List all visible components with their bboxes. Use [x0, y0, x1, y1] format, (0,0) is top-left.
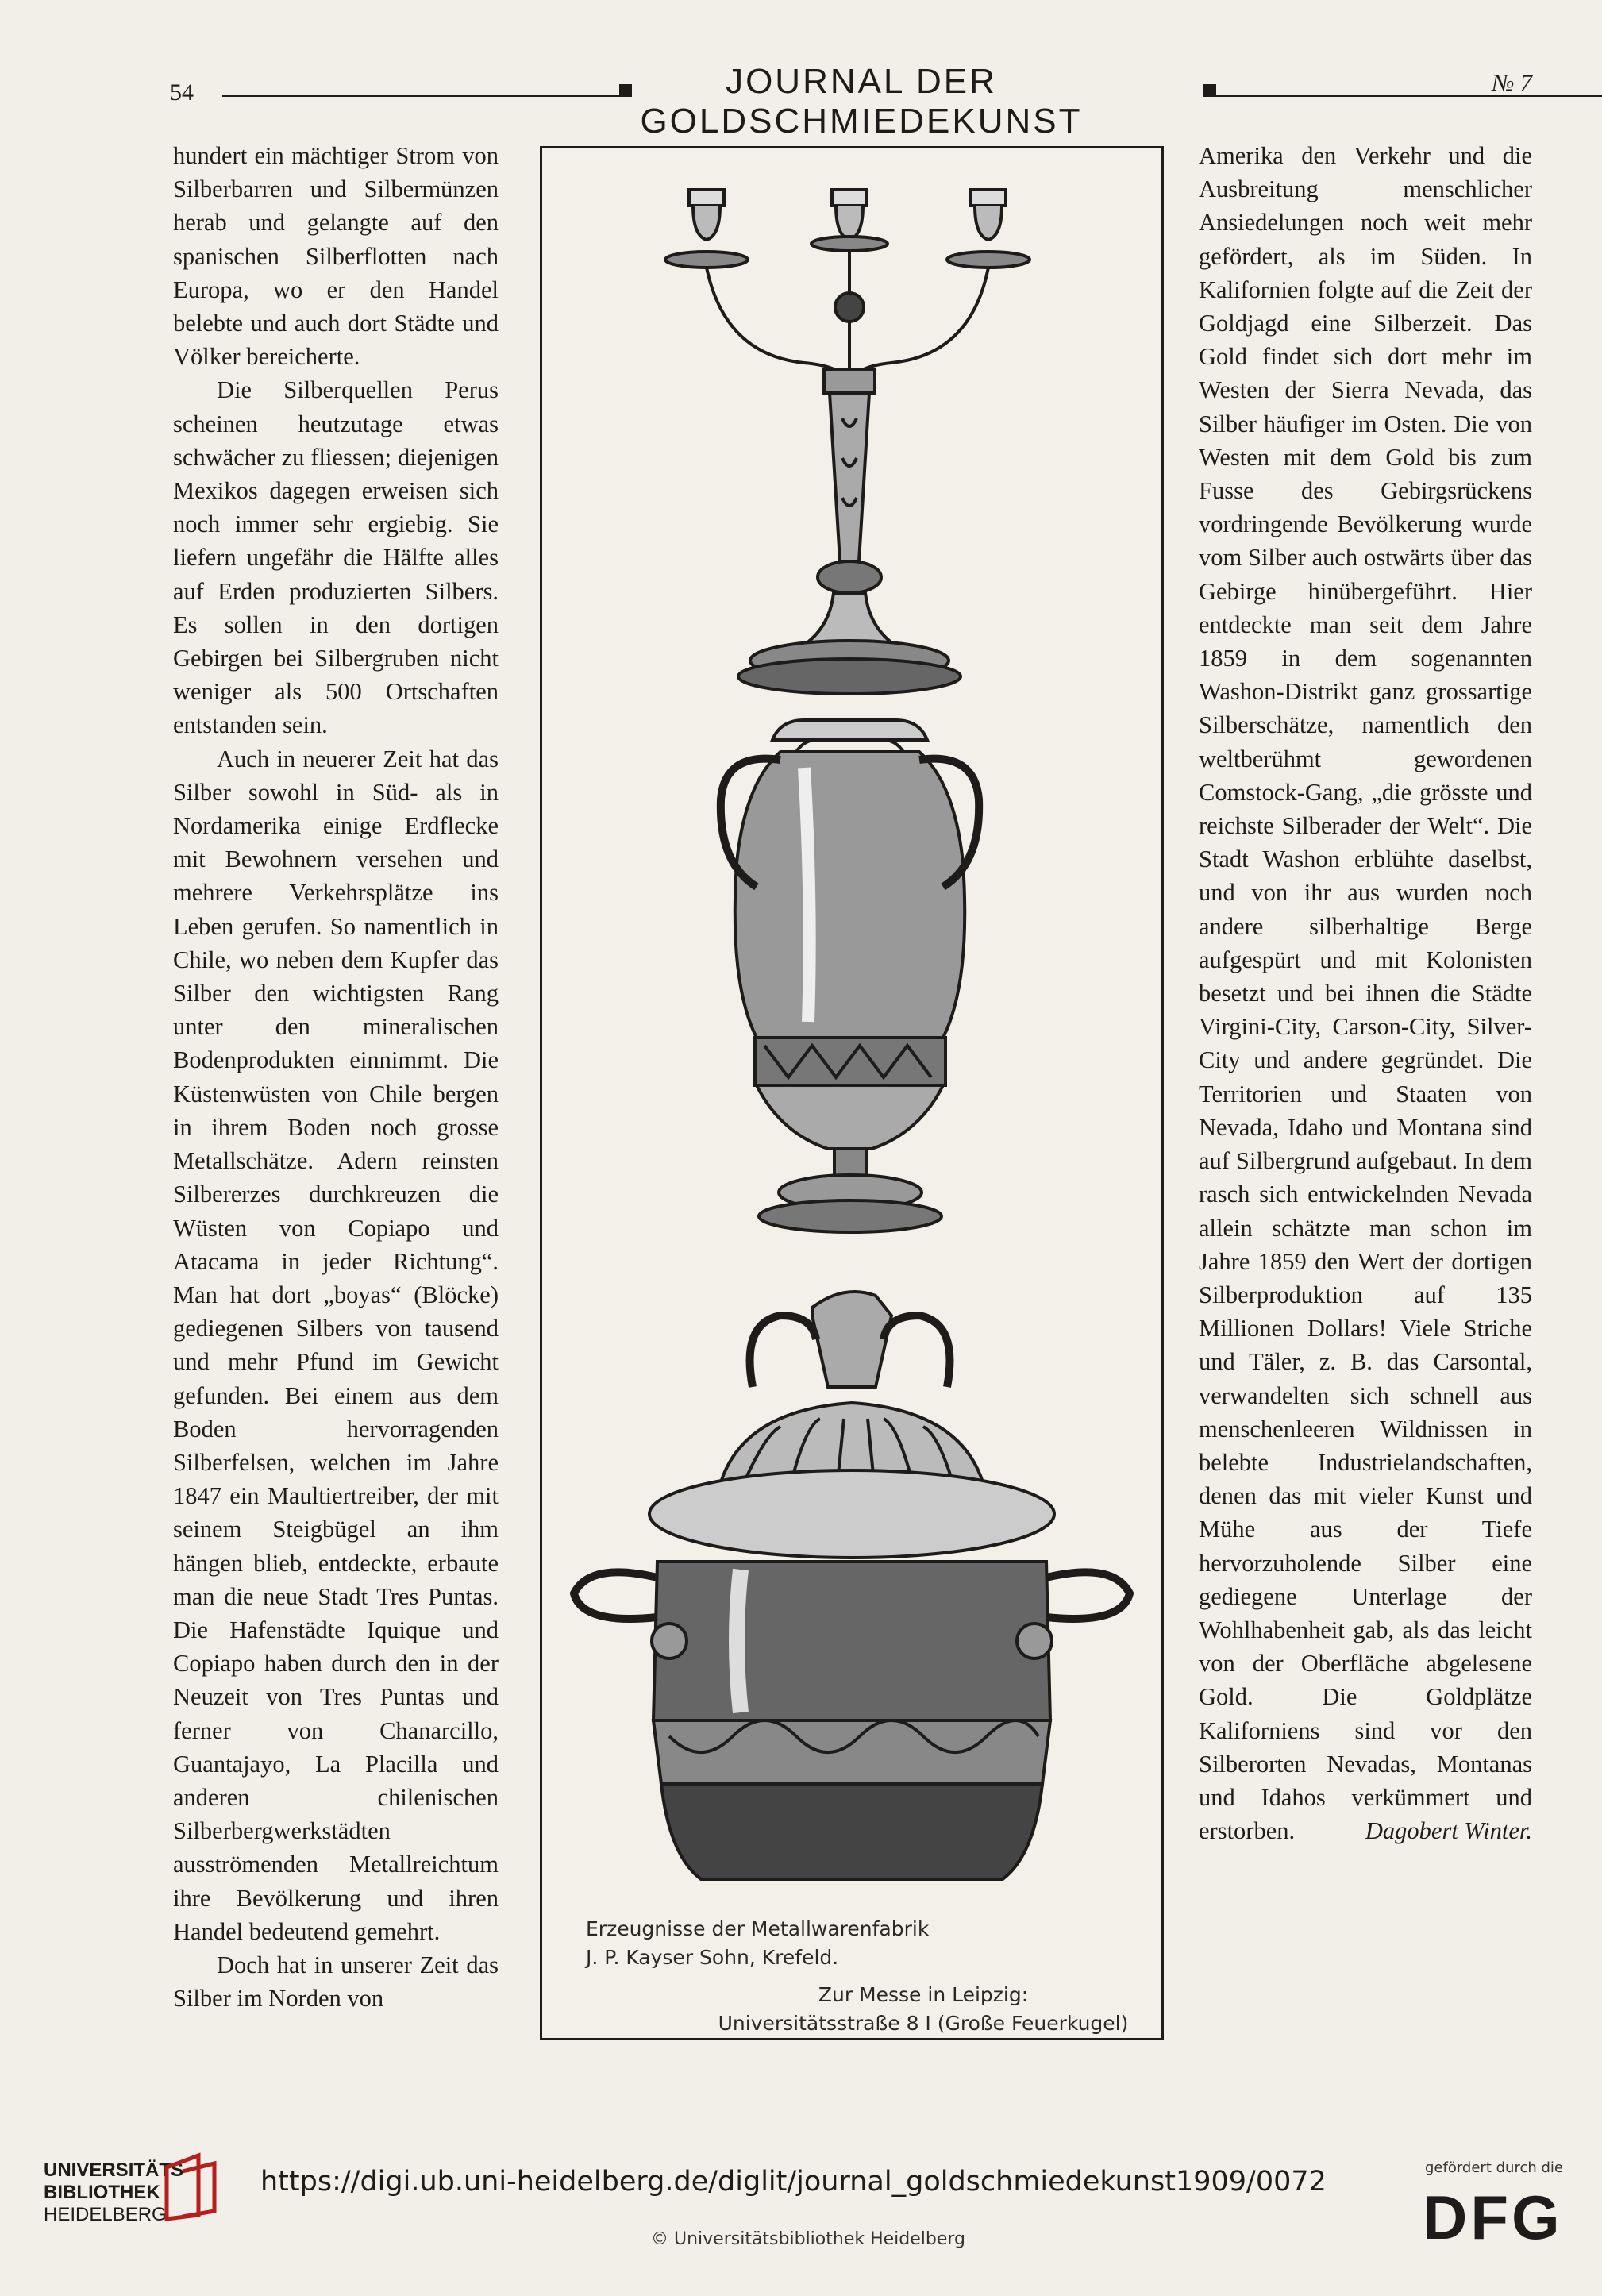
funder-logo: DFG: [1423, 2182, 1563, 2252]
left-text-column: [173, 139, 499, 2015]
library-name-line: UNIVERSITÄTS-: [44, 2159, 191, 2181]
right-text-column: [1199, 139, 1532, 1847]
funder-note: gefördert durch die: [1425, 2159, 1563, 2176]
manufacturer-caption: [586, 1915, 983, 1972]
library-name-line: BIBLIOTHEK: [44, 2182, 160, 2203]
caption-line: Universitätsstraße 8 I (Große Feuerkugel): [718, 2012, 1129, 2035]
paragraph: Doch hat in unserer Zeit das Silber im Norden von: [173, 1951, 499, 2013]
paragraph: [1199, 139, 1532, 1847]
issue-number: № 7: [1492, 70, 1532, 96]
journal-title: JOURNAL DER GOLDSCHMIEDEKUNST: [640, 62, 1083, 141]
digitization-footer: [0, 2136, 1602, 2296]
tureen-illustration: [574, 1292, 1130, 1879]
library-mark-icon: [159, 2152, 230, 2223]
caption-line: J. P. Kayser Sohn, Krefeld.: [586, 1946, 839, 1969]
page-number: 54: [170, 79, 194, 106]
author-signature: Dagobert Winter.: [1365, 1817, 1532, 1845]
paragraph: Auch in neuerer Zeit hat das Silber sowohl in Süd- als in Nordamerika einige Erdflecke mit Bewohnern versehen und mehrere Verkehrsplätze ins Leben gerufen. So namentlich in Chile, wo neben dem Kupfer das Silber den wichtigsten Rang unter den mineralischen Bodenprodukten einnimmt. Die Küstenwüsten von Chile bergen in ihrem Boden noch grosse Metallschätze. Adern reinsten Silbererzes durchkreuzen die Wüsten von Copiapo und Atacama in jeder Richtung“. Man hat dort „boyas“ (Blöcke) gediegenen Silbers von tausend und mehr Pfund im Gewicht gefunden. Bei einem aus dem Boden hervorragenden Silberfelsen, welchen im Jahre 1847 ein Maultiertreiber, der mit seinem Steigbügel an ihm hängen blieb, entdeckte, erbaute man die neue Stadt Tres Puntas. Die Hafenstädte Iquique und Copiapo haben durch den in der Neuzeit von Tres Puntas und ferner von Chanarcillo, Guantajayo, La Placilla und anderen chilenischen Silberbergwerkstädten ausströmenden Metallreichtum ihre Bevölkerung und ihren Handel bedeutend gemehrt.: [173, 745, 499, 1945]
candelabra-illustration: [665, 190, 1030, 694]
paragraph-text: Amerika den Verkehr und die Ausbreitung menschlicher Ansiedelungen noch weit mehr gefördert, als im Süden. In Kalifornien folgte auf die Zeit der Goldjagd eine Silberzeit. Das Gold findet sich dort mehr im Westen der Sierra Nevada, das Silber häufiger im Osten. Die von Westen mit dem Gold bis zum Fusse des Gebirgsrückens vordringende Bevölkerung wurde vom Silber auch ostwärts über das Gebirge hinübergeführt. Hier entdeckte man seit dem Jahre 1859 in dem sogenannten Washon-Distrikt ganz grossartige Silberschätze, namentlich den weltberühmt gewordenen Comstock-Gang, „die grösste und reichste Silberader der Welt“. Die Stadt Washon erblühte daselbst, und von ihr aus wurden noch andere silberhaltige Berge aufgespürt und mit Kolonisten besetzt und bei ihnen die Städte Virgini-City, Carson-City, Silver-City und andere gegründet. Die Territorien und Staaten von Nevada, Idaho und Montana sind auf Silbergrund aufgebaut. In dem rasch sich entwickelnden Nevada allein schätzte man schon im Jahre 1859 den Wert der dortigen Silberproduktion auf 135 Millionen Dollars! Viele Striche und Täler, z. B. das Carsontal, verwandelten sich schnell aus menschenleeren Wildnissen in belebte Industrielandschaften, denen das mit vieler Kunst und Mühe aus der Tiefe hervorzuholende Silber eine gediegene Unterlage der Wohlhabenheit gab, als das leicht von der Oberfläche abgelesene Gold. Die Goldplätze Kaliforniens sind vor den Silberorten Nevadas, Montanas und Idahos verkümmert und erstorben.: [1199, 142, 1532, 1845]
trade-fair-caption: [701, 1981, 1146, 2038]
caption-line: Erzeugnisse der Metallwarenfabrik: [586, 1917, 930, 1940]
paragraph: hundert ein mächtiger Strom von Silberbarren und Silbermünzen herab und gelangte auf den spanischen Silberflotten nach Europa, wo er den Handel belebte und auch dort Städte und Völker bereicherte.: [173, 142, 499, 371]
copyright-notice: © Universitätsbibliothek Heidelberg: [651, 2229, 966, 2249]
advertisement-illustrations: [542, 148, 1161, 2038]
paragraph: Die Silberquellen Perus scheinen heutzutage etwas schwächer zu fliessen; diejenigen Mexikos dagegen erweisen sich noch immer sehr ergiebig. Sie liefern ungefähr die Hälfte alles auf Erden produzierten Silbers. Es sollen in den dortigen Gebirgen bei Silbergruben nicht weniger als 500 Ortschaften entstanden sein.: [173, 376, 499, 739]
caption-line: Zur Messe in Leipzig:: [818, 1983, 1029, 2006]
advertisement-box: [540, 146, 1164, 2040]
page-header: [159, 56, 1540, 141]
permalink-url[interactable]: https://digi.ub.uni-heidelberg.de/diglit/journal_goldschmiedekunst1909/0072: [260, 2166, 1327, 2198]
header-rule-right: [1215, 95, 1602, 97]
vase-illustration: [721, 720, 979, 1232]
library-name-line: HEIDELBERG: [44, 2204, 167, 2225]
